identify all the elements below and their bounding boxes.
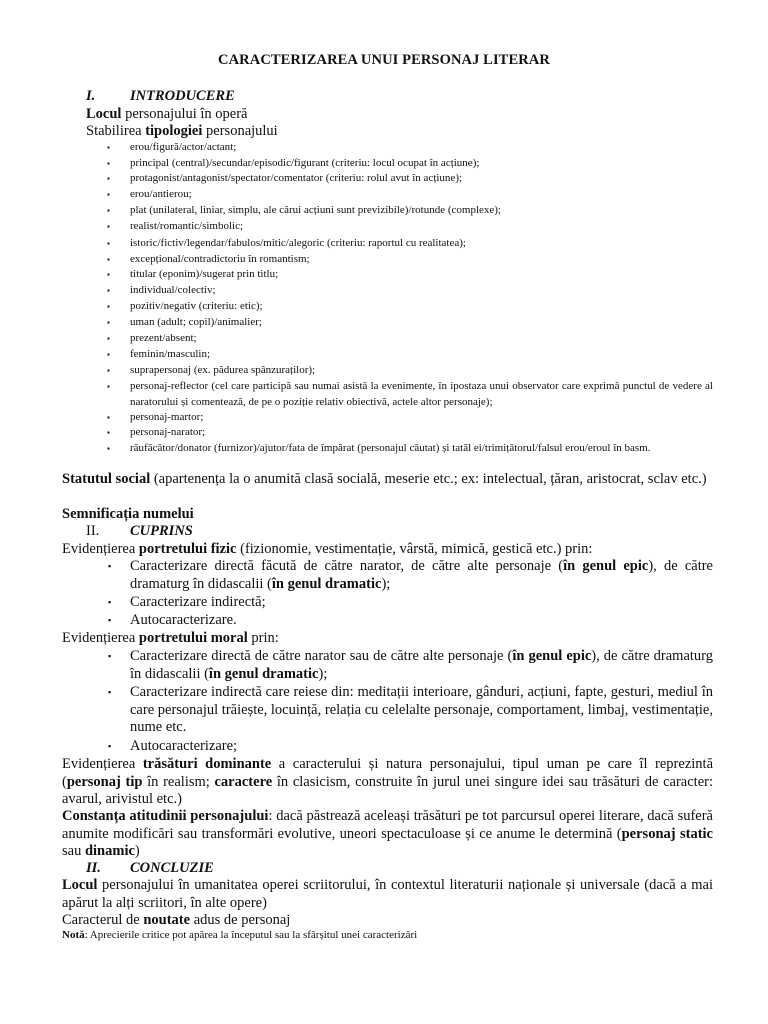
tipologie-prefix: Stabilirea bbox=[86, 123, 146, 139]
list-item: principal (central)/secundar/episodic/figurant (criteriu: locul ocupat în acțiune); bbox=[130, 157, 480, 169]
moral-item-1 bbox=[130, 648, 713, 683]
noutate-line bbox=[62, 912, 290, 929]
text: : dacă păstrează aceleași trăsături pe tot parcursul operei literare, dacă suferă anumite modificări sau transformări evolutive, uneori spectaculoase și ce anume le determină ( bbox=[62, 808, 713, 842]
locul2-bold: Locul bbox=[62, 877, 98, 893]
list-item: personaj-narator; bbox=[130, 426, 206, 438]
list-item: prezent/absent; bbox=[130, 332, 197, 344]
fizic-bold: portretului fizic bbox=[138, 541, 237, 557]
bullet-icon: ▪ bbox=[107, 159, 110, 168]
text: a caracterului și natura personajului, tipul uman pe care îl reprezintă ( bbox=[62, 756, 713, 790]
fizic-rest: (fizionomie, vestimentație, vârstă, mimică, gestică etc.) prin: bbox=[236, 541, 593, 557]
bullet-icon: ▪ bbox=[107, 190, 110, 199]
bullet-icon: ▪ bbox=[108, 651, 112, 661]
bullet-icon: ▪ bbox=[107, 255, 110, 264]
locul-line bbox=[86, 106, 248, 123]
bullet-icon: ▪ bbox=[108, 741, 112, 751]
bullet-icon: ▪ bbox=[107, 366, 110, 375]
constanta-paragraph bbox=[62, 808, 713, 861]
text: ); bbox=[381, 575, 391, 592]
statut-bold: Statutul social bbox=[62, 471, 151, 487]
list-item: răufăcător/donator (furnizor)/ajutor/fata de împărat (personajul căutat) și tatăl ei/trimițătorul/falsul erou/eroul în basm. bbox=[130, 442, 651, 454]
text: în clasicism, construite în jurul unei singure idei sau trăsături de caracter: avarul, arivistul etc.) bbox=[62, 773, 713, 807]
locul-bold: Locul bbox=[86, 106, 122, 122]
moral-bold: portretului moral bbox=[138, 630, 248, 646]
list-item: individual/colectiv; bbox=[130, 284, 216, 296]
tipologie-line bbox=[86, 123, 278, 140]
bullet-icon: ▪ bbox=[108, 687, 112, 697]
locul2-rest: personajului în umanitatea operei scriitorului, în contextul literaturii naționale și universale (dacă a mai apărut la alți scriitori, în alte opere) bbox=[62, 877, 713, 911]
bullet-icon: ▪ bbox=[107, 318, 110, 327]
bullet-icon: ▪ bbox=[108, 597, 112, 607]
fizic-item-2: Caracterizare indirectă; bbox=[130, 594, 266, 610]
list-item: erou/antierou; bbox=[130, 188, 192, 200]
bullet-icon: ▪ bbox=[108, 561, 112, 571]
text-bold: în genul epic bbox=[563, 558, 649, 574]
bullet-icon: ▪ bbox=[107, 413, 110, 422]
bullet-icon: ▪ bbox=[107, 286, 110, 295]
statut-rest: (apartenența la o anumită clasă socială, meserie etc.; ex: intelectual, țăran, aristocrat, sclav etc.) bbox=[150, 471, 707, 487]
moral-intro bbox=[62, 630, 279, 647]
bullet-icon: ▪ bbox=[107, 143, 110, 152]
list-item: protagonist/antagonist/spectator/comentator (criteriu: rolul avut în acțiune); bbox=[130, 172, 463, 184]
section-heading-concluzie: CONCLUZIE bbox=[130, 860, 214, 876]
list-item: excepțional/contradictoriu în romantism; bbox=[130, 253, 310, 265]
fizic-prefix: Evidențierea bbox=[62, 541, 139, 557]
tipologie-rest: personajului bbox=[202, 123, 278, 139]
statut-paragraph bbox=[62, 471, 713, 489]
bullet-icon: ▪ bbox=[107, 270, 110, 279]
list-item: pozitiv/negativ (criteriu: etic); bbox=[130, 300, 263, 312]
text: Caracterizare directă făcută de către narator, de către alte personaje ( bbox=[130, 558, 564, 574]
list-item: personaj-martor; bbox=[130, 411, 204, 423]
page-title: CARACTERIZAREA UNUI PERSONAJ LITERAR bbox=[218, 52, 550, 68]
moral-prefix: Evidențierea bbox=[62, 630, 139, 646]
bullet-icon: ▪ bbox=[107, 302, 110, 311]
bullet-icon: ▪ bbox=[107, 239, 110, 248]
list-item: suprapersonaj (ex. pădurea spânzuraților); bbox=[130, 364, 316, 376]
moral-rest: prin: bbox=[247, 630, 279, 646]
text: Caracterizare directă de către narator sau de către alte personaje ( bbox=[130, 648, 513, 664]
text-bold: Constanța atitudinii personajului bbox=[62, 808, 269, 824]
text-bold: noutate bbox=[143, 912, 191, 928]
text: ), de către dramaturg în didascalii ( bbox=[130, 558, 713, 592]
section-heading-cuprins: CUPRINS bbox=[130, 523, 193, 539]
section-heading-intro: INTRODUCERE bbox=[130, 88, 235, 104]
text-bold: personaj static bbox=[621, 825, 713, 842]
trasaturi-paragraph bbox=[62, 756, 713, 809]
bullet-icon: ▪ bbox=[107, 350, 110, 359]
list-item: realist/romantic/simbolic; bbox=[130, 220, 244, 232]
list-item: personaj-reflector (cel care participă sau numai asistă la evenimente, în ipostaza unui observator care exprimă punctul de vedere al naratorului și comentează, de pe o poziție relativ obiectivă, actele altor personaje); bbox=[130, 380, 713, 408]
footnote-label: Notă bbox=[62, 929, 85, 941]
list-item: uman (adult; copil)/animalier; bbox=[130, 316, 262, 328]
bullet-icon: ▪ bbox=[107, 334, 110, 343]
locul-paragraph bbox=[62, 877, 713, 912]
moral-item-2: Caracterizare indirectă care reiese din: meditații interioare, gânduri, acțiuni, fapte, gesturi, mediul în care personajul trăiește, locuință, relația cu celelalte personaje, comportament, limbaj, vestimentație, nume etc. bbox=[130, 684, 713, 735]
text: ); bbox=[318, 665, 328, 682]
text-bold: în genul dramatic bbox=[208, 665, 319, 682]
list-item: plat (unilateral, liniar, simplu, ale cărui acțiuni sunt previzibile)/rotunde (complexe); bbox=[130, 204, 501, 216]
locul-rest: personajului în operă bbox=[121, 106, 248, 122]
list-item: feminin/masculin; bbox=[130, 348, 211, 360]
section-numeral-intro: I. bbox=[86, 88, 96, 104]
footnote-text: : Aprecierile critice pot apărea la începutul sau la sfârșitul unei caracterizări bbox=[84, 929, 418, 941]
moral-item-3: Autocaracterizare; bbox=[130, 738, 238, 754]
text-bold: în genul epic bbox=[512, 648, 592, 664]
bullet-icon: ▪ bbox=[107, 206, 110, 215]
section-numeral-cuprins: II. bbox=[86, 523, 100, 539]
text-bold: caractere bbox=[214, 773, 273, 790]
list-item: istoric/fictiv/legendar/fabulos/mitic/alegoric (criteriu: raportul cu realitatea); bbox=[130, 237, 466, 249]
list-item: erou/figură/actor/actant; bbox=[130, 141, 237, 153]
text: în realism; bbox=[142, 773, 215, 790]
text-bold: dinamic bbox=[84, 843, 135, 859]
list-item: titular (eponim)/sugerat prin titlu; bbox=[130, 268, 279, 280]
bullet-icon: ▪ bbox=[108, 615, 112, 625]
fizic-intro bbox=[62, 541, 592, 558]
text: sau bbox=[62, 843, 85, 859]
bullet-icon: ▪ bbox=[107, 382, 110, 391]
footnote bbox=[62, 929, 417, 941]
text: Evidențierea bbox=[62, 756, 143, 772]
bullet-icon: ▪ bbox=[107, 428, 110, 437]
semnificatia-heading: Semnificația numelui bbox=[62, 506, 194, 522]
fizic-item-1 bbox=[130, 558, 713, 593]
text: Caracterul de bbox=[62, 912, 144, 928]
section-numeral-concluzie: II. bbox=[86, 860, 101, 876]
text-bold: în genul dramatic bbox=[271, 575, 382, 592]
bullet-icon: ▪ bbox=[107, 444, 110, 453]
bullet-icon: ▪ bbox=[107, 174, 110, 183]
bullet-icon: ▪ bbox=[107, 222, 110, 231]
text-bold: personaj tip bbox=[66, 773, 143, 790]
text-bold: trăsături dominante bbox=[142, 756, 272, 772]
text: ) bbox=[134, 843, 140, 859]
text: adus de personaj bbox=[190, 912, 291, 928]
text: ), de către dramaturg în didascalii ( bbox=[130, 648, 713, 682]
fizic-item-3: Autocaracterizare. bbox=[130, 612, 237, 628]
tipologie-bold: tipologiei bbox=[145, 123, 203, 139]
